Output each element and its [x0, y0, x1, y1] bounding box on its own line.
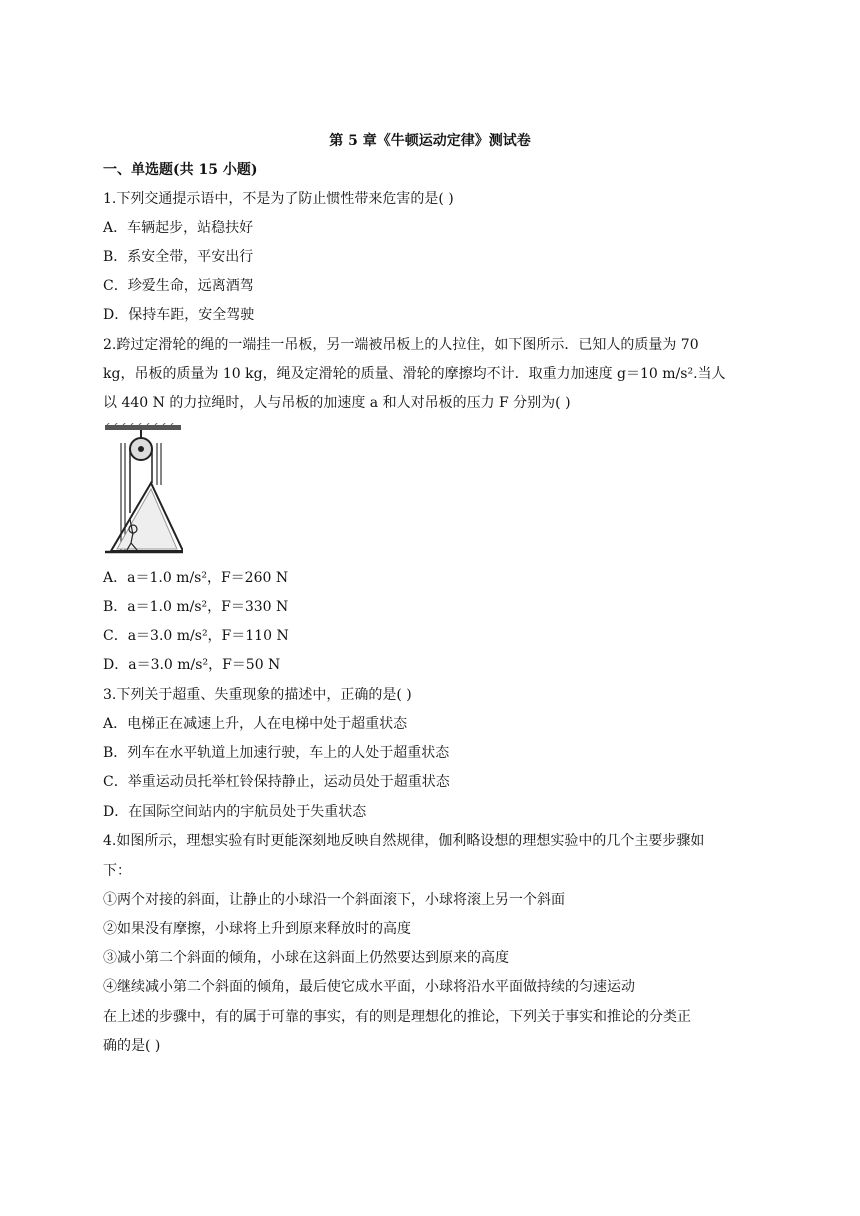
question-1-option-b: B．系安全带，平安出行: [103, 249, 254, 265]
question-4-step-1: ①两个对接的斜面，让静止的小球沿一个斜面滚下，小球将滚上另一个斜面: [103, 892, 565, 908]
question-3-stem: 3.下列关于超重、失重现象的描述中，正确的是( ): [103, 687, 412, 703]
question-1-stem: 1.下列交通提示语中，不是为了防止惯性带来危害的是( ): [103, 191, 454, 207]
question-4-stem-line-2: 下：: [103, 863, 131, 879]
question-3-option-d: D．在国际空间站内的宇航员处于失重状态: [103, 804, 367, 820]
question-3-option-c: C．举重运动员托举杠铃保持静止，运动员处于超重状态: [103, 774, 450, 790]
question-4-step-4: ④继续减小第二个斜面的倾角，最后使它成水平面，小球将沿水平面做持续的匀速运动: [103, 979, 635, 995]
question-2-option-b: B．a＝1.0 m/s²，F＝330 N: [103, 599, 289, 615]
question-2-stem-line-3: 以 440 N 的力拉绳时，人与吊板的加速度 a 和人对吊板的压力 F 分别为( ): [103, 395, 571, 411]
page-title: 第 5 章《牛顿运动定律》测试卷: [329, 133, 531, 149]
question-2-stem-line-1: 2.跨过定滑轮的绳的一端挂一吊板，另一端被吊板上的人拉住，如下图所示．已知人的质量为 70: [103, 337, 699, 353]
question-2-option-a: A．a＝1.0 m/s²，F＝260 N: [103, 570, 289, 586]
question-2-option-c: C．a＝3.0 m/s²，F＝110 N: [103, 628, 289, 644]
question-1-option-a: A．车辆起步，站稳扶好: [103, 220, 254, 236]
question-4-step-2: ②如果没有摩擦，小球将上升到原来释放时的高度: [103, 921, 411, 937]
pulley-person-board-figure: [103, 423, 183, 557]
question-3-option-a: A．电梯正在减速上升，人在电梯中处于超重状态: [103, 716, 408, 732]
question-1-option-c: C．珍爱生命，远离酒驾: [103, 278, 254, 294]
question-2-stem-line-2: kg，吊板的质量为 10 kg，绳及定滑轮的质量、滑轮的摩擦均不计．取重力加速度 g＝10 m/s².当人: [103, 366, 726, 382]
question-1-option-d: D．保持车距，安全驾驶: [103, 307, 255, 323]
question-4-stem-line-8: 确的是( ): [103, 1038, 161, 1054]
question-4-step-3: ③减小第二个斜面的倾角，小球在这斜面上仍然要达到原来的高度: [103, 950, 509, 966]
question-3-option-b: B．列车在水平轨道上加速行驶，车上的人处于超重状态: [103, 745, 450, 761]
question-2-option-d: D．a＝3.0 m/s²，F＝50 N: [103, 657, 281, 673]
question-4-stem-line-1: 4.如图所示，理想实验有时更能深刻地反映自然规律，伽利略设想的理想实验中的几个主要步骤如: [103, 833, 705, 849]
question-4-stem-line-7: 在上述的步骤中，有的属于可靠的事实，有的则是理想化的推论，下列关于事实和推论的分类正: [103, 1009, 691, 1025]
section-heading: 一、单选题(共 15 小题): [103, 162, 258, 178]
